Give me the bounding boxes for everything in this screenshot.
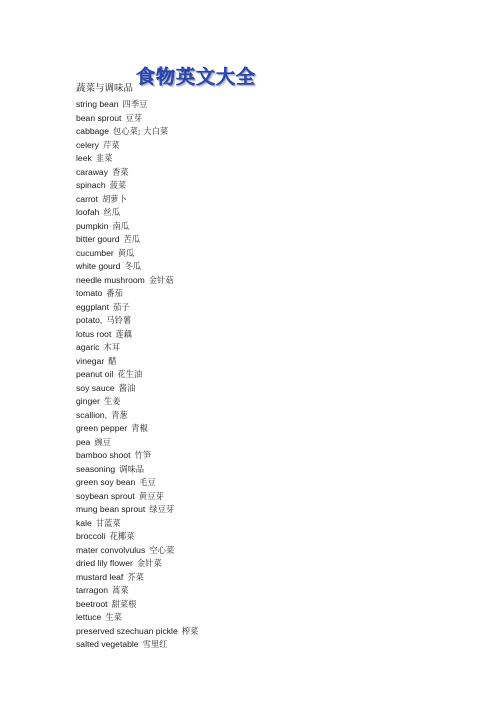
english-term: agaric [76,342,100,352]
list-item [76,139,198,153]
english-term: white gourd [76,261,121,271]
list-item [76,449,198,463]
chinese-term: 芹菜 [102,139,120,150]
english-term: dried lily flower [76,558,133,568]
english-term: leek [76,153,92,163]
chinese-term: 豆芽 [125,112,142,123]
vocabulary-list [76,98,198,652]
chinese-term: 调味品 [119,463,145,474]
chinese-term: 菠菜 [109,180,127,190]
chinese-term: 生菜 [105,612,122,622]
list-item [76,301,198,315]
english-term: loofah [76,207,100,217]
english-term: salted vegetable [76,639,139,649]
list-item [76,422,198,436]
list-item [76,98,198,112]
list-item [76,476,198,490]
list-item [76,436,198,450]
list-item [76,179,198,193]
chinese-term: 番茄 [106,288,123,298]
chinese-term: 金针菇 [148,274,174,285]
english-term: tomato [76,288,103,298]
english-term: mung bean sprout [76,504,146,514]
english-term: ginger [76,396,100,406]
english-term: bean sprout [76,112,122,123]
list-item [76,557,198,571]
list-item [76,247,198,261]
english-term: scallion, [76,409,108,420]
english-term: bitter gourd [76,234,120,244]
english-term: peanut oil [76,369,114,379]
english-term: cabbage [76,126,109,136]
list-item [76,530,198,544]
chinese-term: 雪里红 [142,639,168,649]
chinese-term: 黄瓜 [117,247,135,258]
chinese-term: 四季豆 [122,99,148,109]
chinese-term: 莲藕 [115,328,132,339]
english-term: pumpkin [76,220,109,231]
chinese-term: 榨菜 [181,625,199,636]
chinese-term: 丝瓜 [103,207,121,217]
list-item [76,355,198,369]
chinese-term: 青葱 [111,409,128,420]
chinese-term: 马铃薯 [106,315,132,325]
chinese-term: 胡萝卜 [101,193,127,204]
list-item [76,463,198,477]
english-term: eggplant [76,301,109,312]
chinese-term: 豌豆 [94,436,111,447]
english-term: pea [76,436,91,447]
list-item [76,503,198,517]
list-item [76,368,198,382]
english-term: vinegar [76,355,105,366]
list-item [76,517,198,531]
list-item [76,395,198,409]
list-item [76,152,198,166]
list-item [76,409,198,423]
chinese-term: 空心菜 [149,544,175,555]
list-item [76,571,198,585]
chinese-term: 蒿菜 [112,585,129,595]
english-term: kale [76,517,92,528]
list-item [76,638,198,652]
chinese-term: 醋 [108,355,117,366]
english-term: string bean [76,99,119,109]
chinese-term: 芥菜 [127,571,144,582]
chinese-term: 包心菜; 大白菜 [112,126,169,136]
document-header [76,60,376,94]
chinese-term: 韭菜 [95,153,113,163]
chinese-term: 甜菜根 [111,598,137,609]
english-term: tarragon [76,585,109,595]
chinese-term: 冬瓜 [124,261,142,271]
english-term: mustard leaf [76,571,124,582]
chinese-term: 生姜 [103,396,121,406]
english-term: seasoning [76,463,116,474]
page-title: 食物英文大全 [136,66,257,88]
chinese-term: 黄豆芽 [138,490,164,501]
english-term: green pepper [76,423,128,433]
list-item [76,274,198,288]
list-item [76,314,198,328]
list-item [76,233,198,247]
list-item [76,598,198,612]
list-item [76,260,198,274]
english-term: potato, [76,315,103,325]
chinese-term: 青椒 [131,423,148,433]
english-term: preserved szechuan pickle [76,625,178,636]
chinese-term: 花生油 [117,369,143,379]
list-item [76,220,198,234]
english-term: soybean sprout [76,490,135,501]
section-label: 蔬菜与调味品 [76,83,134,94]
english-term: celery [76,139,99,150]
chinese-term: 木耳 [103,342,121,352]
english-term: caraway [76,166,108,177]
chinese-term: 茄子 [112,301,130,312]
list-item [76,341,198,355]
chinese-term: 甘蓝菜 [95,517,121,528]
list-item [76,382,198,396]
english-term: bamboo shoot [76,450,131,460]
list-item [76,611,198,625]
list-item [76,490,198,504]
list-item [76,193,198,207]
chinese-term: 香菜 [112,166,129,177]
list-item [76,584,198,598]
english-term: cucumber [76,247,114,258]
chinese-term: 南瓜 [112,220,130,231]
chinese-term: 酱油 [118,382,136,393]
chinese-term: 绿豆芽 [149,504,175,514]
list-item [76,625,198,639]
chinese-term: 毛豆 [139,477,156,487]
english-term: needle mushroom [76,274,145,285]
english-term: beetroot [76,598,108,609]
list-item [76,287,198,301]
list-item [76,544,198,558]
chinese-term: 花椰菜 [109,531,135,541]
list-item [76,125,198,139]
english-term: lettuce [76,612,102,622]
english-term: lotus root [76,328,112,339]
chinese-term: 竹笋 [134,450,152,460]
chinese-term: 苦瓜 [123,234,141,244]
english-term: green soy bean [76,477,136,487]
list-item [76,166,198,180]
list-item [76,112,198,126]
list-item [76,206,198,220]
english-term: carrot [76,193,98,204]
english-term: soy sauce [76,382,115,393]
english-term: spinach [76,180,106,190]
english-term: broccoli [76,531,106,541]
english-term: mater convolvulus [76,544,146,555]
chinese-term: 金针菜 [136,558,162,568]
list-item [76,328,198,342]
